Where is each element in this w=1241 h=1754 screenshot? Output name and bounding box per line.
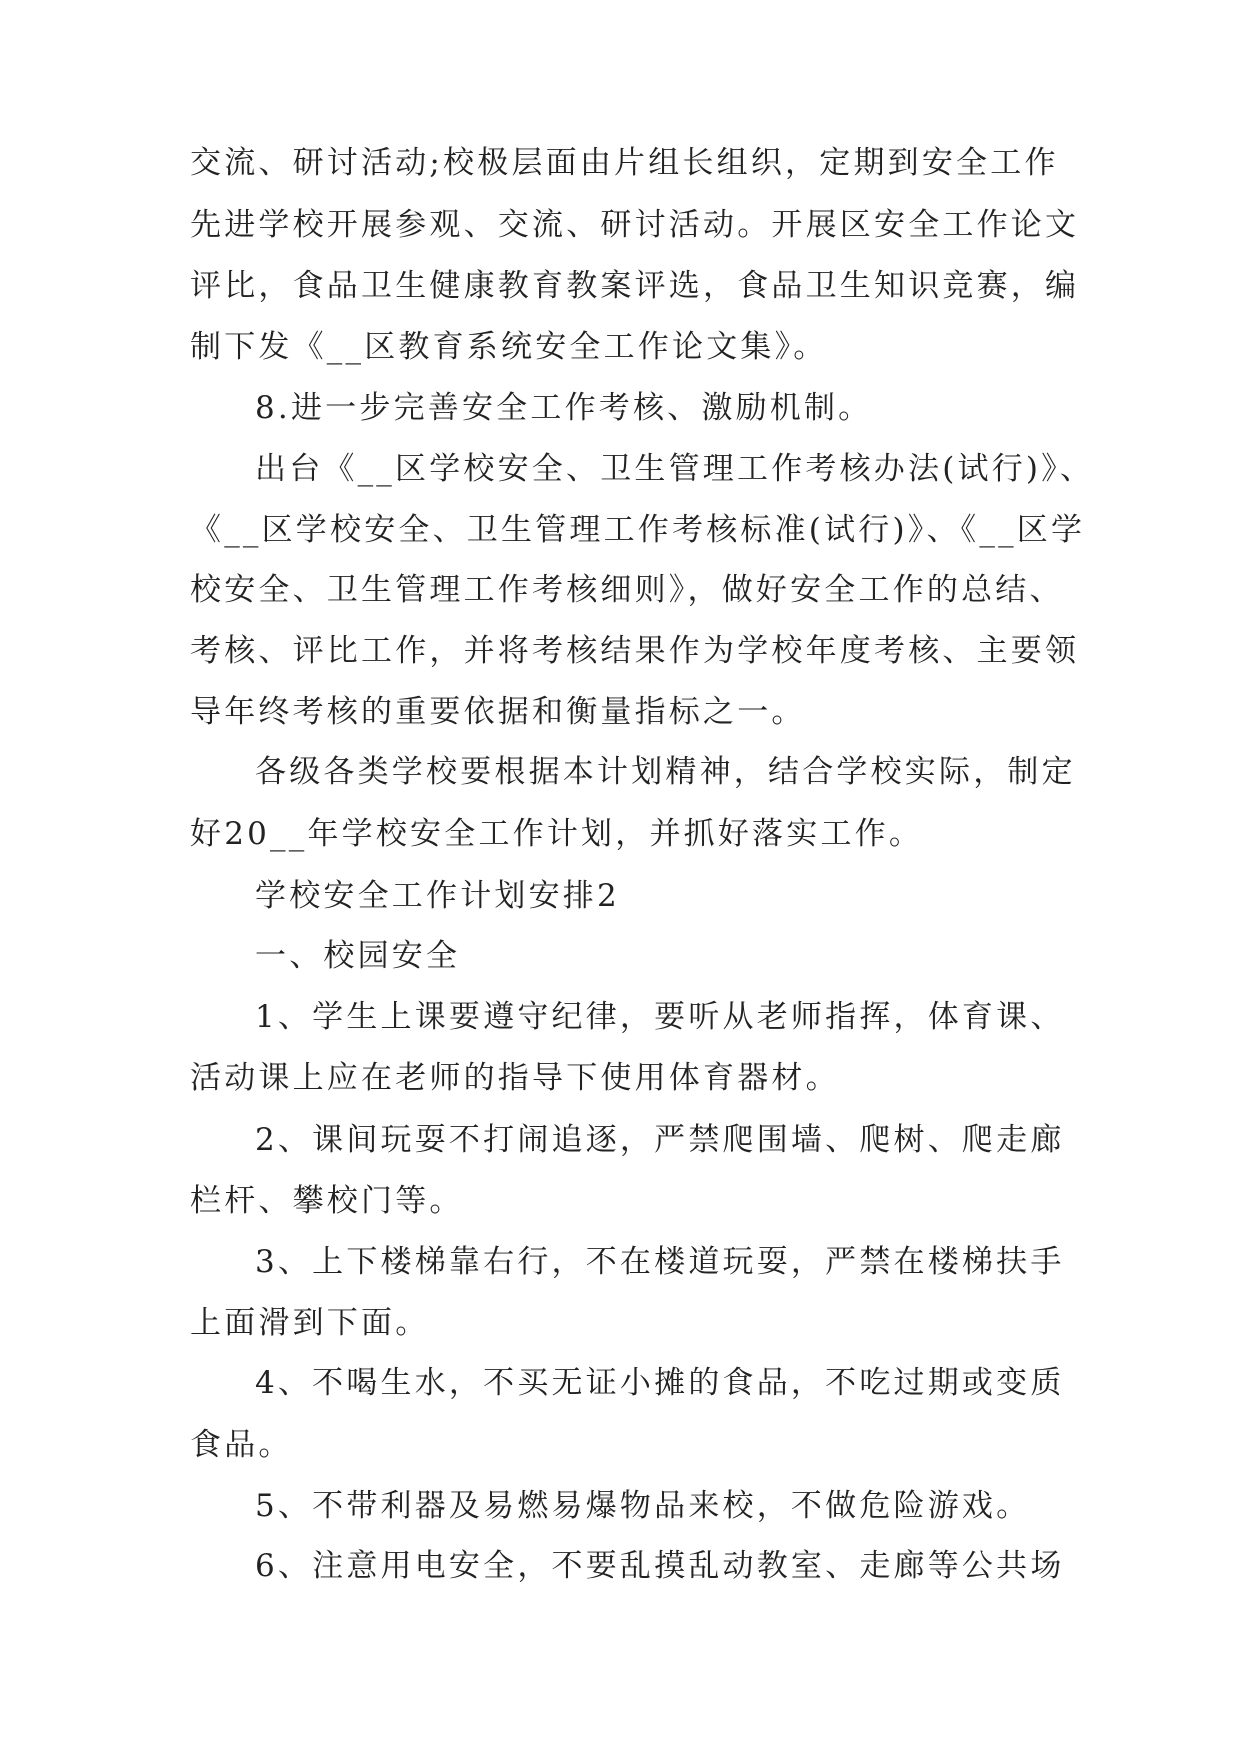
section-heading: 一、校园安全	[255, 938, 461, 974]
text-line: 6、注意用电安全，不要乱摸乱动教室、走廊等公共场	[255, 1548, 1065, 1584]
text-line: 1、学生上课要遵守纪律，要听从老师指挥，体育课、	[255, 999, 1065, 1035]
text-line: 先进学校开展参观、交流、研讨活动。开展区安全工作论文	[190, 207, 1080, 243]
text-line: 活动课上应在老师的指导下使用体育器材。	[190, 1060, 840, 1096]
text-line: 3、上下楼梯靠右行，不在楼道玩耍，严禁在楼梯扶手	[255, 1244, 1065, 1280]
text-line: 食品。	[190, 1427, 293, 1463]
text-line: 5、不带利器及易燃易爆物品来校，不做危险游戏。	[255, 1488, 1031, 1524]
text-line: 交流、研讨活动;校极层面由片组长组织，定期到安全工作	[190, 145, 1059, 181]
text-line: 2、课间玩耍不打闹追逐，严禁爬围墙、爬树、爬走廊	[255, 1122, 1065, 1158]
text-line: 出台《__区学校安全、卫生管理工作考核办法(试行)》、	[255, 451, 1095, 487]
text-line: 4、不喝生水，不买无证小摊的食品，不吃过期或变质	[255, 1365, 1065, 1401]
text-line: 8.进一步完善安全工作考核、激励机制。	[255, 390, 873, 426]
text-line: 考核、评比工作，并将考核结果作为学校年度考核、主要领	[190, 633, 1080, 669]
text-line: 制下发《__区教育系统安全工作论文集》。	[190, 329, 828, 365]
text-line: 好20__年学校安全工作计划，并抓好落实工作。	[190, 816, 924, 852]
text-line: 导年终考核的重要依据和衡量指标之一。	[190, 694, 806, 730]
text-line: 评比，食品卫生健康教育教案评选，食品卫生知识竞赛，编	[190, 268, 1080, 304]
section-heading: 学校安全工作计划安排2	[255, 878, 620, 914]
text-line: 各级各类学校要根据本计划精神，结合学校实际，制定	[255, 754, 1076, 790]
text-line: 《__区学校安全、卫生管理工作考核标准(试行)》、《__区学	[190, 512, 1086, 548]
text-line: 上面滑到下面。	[190, 1305, 430, 1341]
text-line: 栏杆、攀校门等。	[190, 1183, 464, 1219]
text-line: 校安全、卫生管理工作考核细则》，做好安全工作的总结、	[190, 572, 1064, 608]
